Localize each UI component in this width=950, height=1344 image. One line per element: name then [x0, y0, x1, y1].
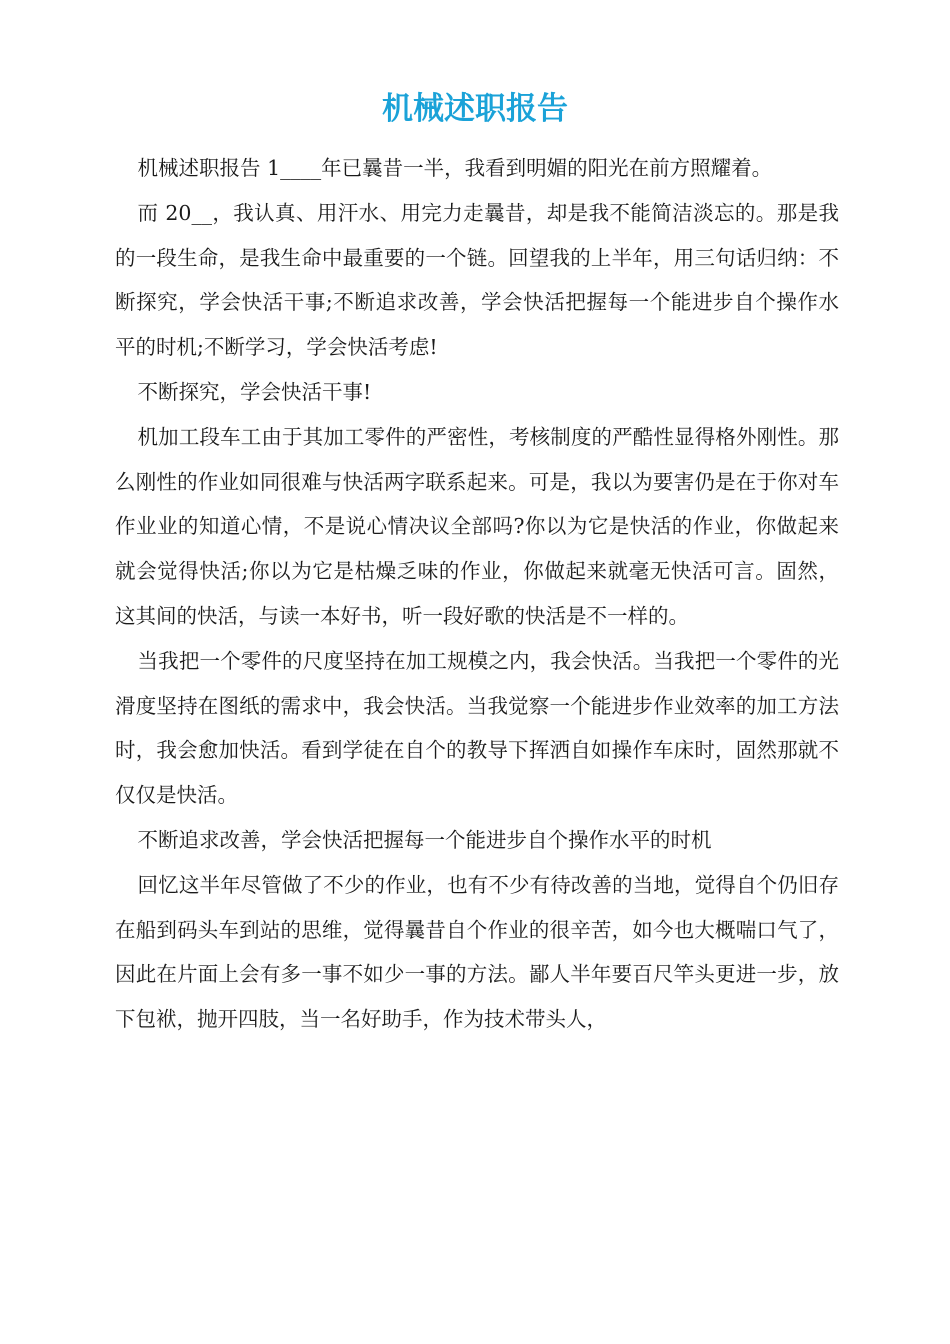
paragraph: 不断追求改善，学会快活把握每一个能进步自个操作水平的时机	[137, 827, 712, 852]
paragraph: 当我把一个零件的尺度坚持在加工规模之内，我会快活。当我把一个零件的光滑度坚持在图纸的需求中，我会快活。当我觉察一个能进步作业效率的加工方法时，我会愈加快活。看到学徒在自个的教导下挥洒自如操作车床时，固然那就不仅仅是快活。	[115, 648, 839, 808]
paragraph: 而 20__，我认真、用汗水、用完力走曩昔，却是我不能简洁淡忘的。那是我的一段生命，是我生命中最重要的一个链。回望我的上半年，用三句话归纳：不断探究，学会快活干事;不断追求改善，学会快活把握每一个能进步自个操作水平的时机;不断学习，学会快活考虑!	[115, 200, 839, 360]
document-body	[115, 146, 839, 1042]
paragraph: 回忆这半年尽管做了不少的作业，也有不少有待改善的当地，觉得自个仍旧存在船到码头车到站的思维，觉得曩昔自个作业的很辛苦，如今也大概喘口气了，因此在片面上会有多一事不如少一事的方法。鄙人半年要百尺竿头更进一步，放下包袱，抛开四肢，当一名好助手，作为技术带头人，	[115, 872, 839, 1032]
paragraph: 机械述职报告 1____年已曩昔一半，我看到明媚的阳光在前方照耀着。	[137, 156, 773, 180]
paragraph: 机加工段车工由于其加工零件的严密性，考核制度的严酷性显得格外刚性。那么刚性的作业如同很难与快活两字联系起来。可是，我以为要害仍是在于你对车作业业的知道心情，不是说心情决议全部吗?你以为它是快活的作业，你做起来就会觉得快活;你以为它是枯燥乏味的作业，你做起来就毫无快活可言。固然，这其间的快活，与读一本好书，听一段好歌的快活是不一样的。	[115, 424, 839, 628]
document-title: 机械述职报告	[382, 91, 568, 127]
paragraph: 不断探究，学会快活干事!	[137, 379, 372, 404]
